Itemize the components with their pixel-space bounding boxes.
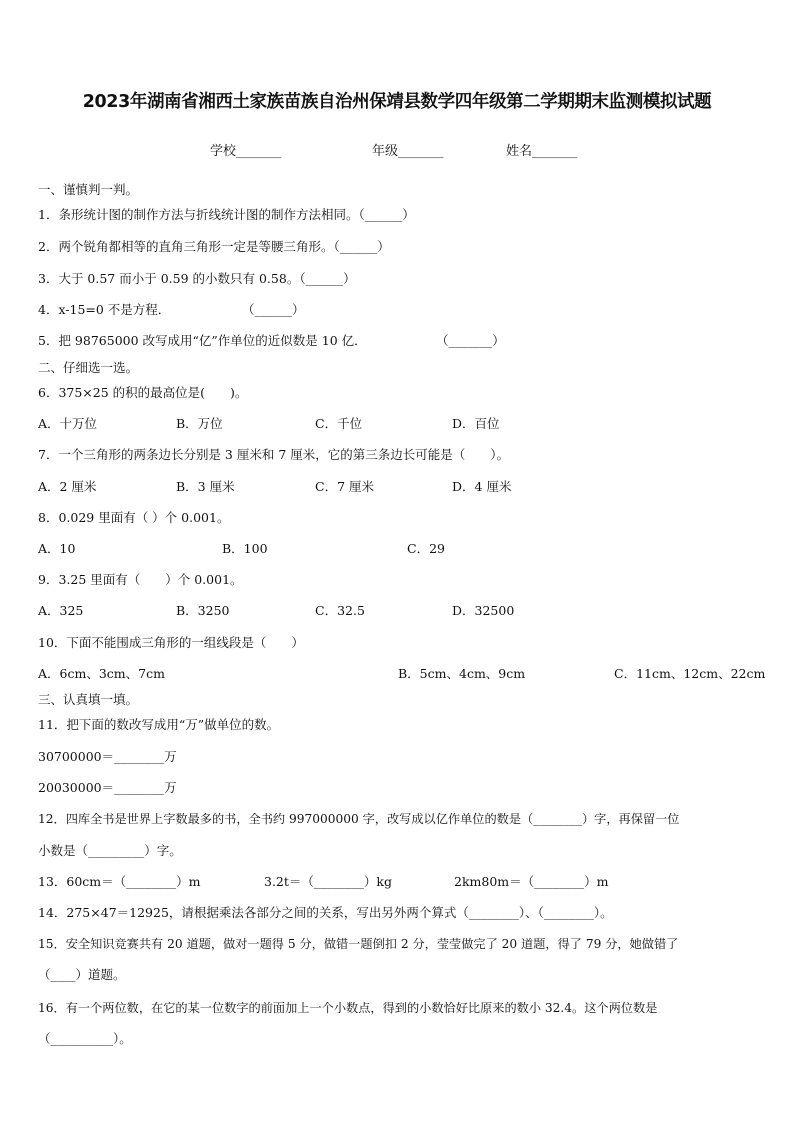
question-10-option-c: C．11cm、12cm、22cm — [614, 666, 766, 681]
question-8-option-c: C．29 — [407, 541, 445, 556]
question-7: 7．一个三角形的两条边长分别是 3 厘米和 7 厘米，它的第三条边长可能是（ ）。 — [38, 447, 510, 462]
question-12-line-1: 12．四库全书是世界上字数最多的书，全书约 997000000 字，改写成以亿作单位的数是（________）字，再保留一位 — [38, 812, 680, 826]
question-5: 5．把 98765000 改写成用“亿”作单位的近似数是 10 亿． — [38, 333, 367, 348]
question-8-option-a: A．10 — [38, 541, 76, 556]
question-2: 2．两个锐角都相等的直角三角形一定是等腰三角形。（______） — [38, 239, 390, 254]
question-9: 9．3.25 里面有（ ）个 0.001。 — [38, 572, 243, 587]
name-field: 姓名_______ — [506, 144, 578, 159]
question-15-line-1: 15．安全知识竞赛共有 20 道题，做对一题得 5 分，做错一题倒扣 2 分，莹莹做完了 20 道题，得了 79 分，她做错了 — [38, 937, 679, 951]
section-heading-2: 二、仔细选一选。 — [38, 360, 139, 375]
question-6-option-b: B．万位 — [176, 416, 223, 431]
question-16-line-1: 16．有一个两位数，在它的某一位数字的前面加上一个小数点，得到的小数恰好比原来的数小 32.4。这个两位数是 — [38, 1001, 658, 1015]
question-6-option-d: D．百位 — [452, 416, 500, 431]
school-field: 学校_______ — [210, 144, 282, 159]
question-7-option-a: A．2 厘米 — [38, 479, 97, 494]
question-10-option-b: B．5cm、4cm、9cm — [398, 666, 526, 681]
question-11-b: 20030000＝________万 — [38, 780, 177, 795]
question-15-line-2: （____）道题。 — [38, 967, 126, 982]
question-4-blank: （______） — [242, 302, 305, 317]
question-3: 3．大于 0.57 而小于 0.59 的小数只有 0.58。（______） — [38, 271, 356, 286]
question-9-option-b: B．3250 — [176, 603, 230, 618]
question-13-c: 2km80m＝（________）m — [454, 874, 609, 889]
section-heading-1: 一、谨慎判一判。 — [38, 182, 139, 197]
question-7-option-d: D．4 厘米 — [452, 479, 512, 494]
question-6-option-c: C．千位 — [315, 416, 363, 431]
question-6-option-a: A．十万位 — [38, 416, 98, 431]
question-9-option-d: D．32500 — [452, 603, 515, 618]
question-12-line-2: 小数是（_________）字。 — [38, 843, 182, 858]
section-heading-3: 三、认真填一填。 — [38, 692, 139, 707]
question-6: 6．375×25 的积的最高位是( )。 — [38, 385, 248, 400]
question-10: 10．下面不能围成三角形的一组线段是（ ） — [38, 635, 304, 650]
question-16-line-2: （__________）。 — [38, 1031, 132, 1046]
question-7-option-b: B．3 厘米 — [176, 479, 235, 494]
page-title: 2023年湖南省湘西土家族苗族自治州保靖县数学四年级第二学期期末监测模拟试题 — [82, 92, 712, 112]
question-13-b: 3.2t＝（________）kg — [264, 874, 392, 889]
question-4: 4．x-15=0 不是方程． — [38, 302, 171, 317]
grade-field: 年级_______ — [372, 144, 444, 159]
question-9-option-c: C．32.5 — [315, 603, 365, 618]
question-8-option-b: B．100 — [222, 541, 268, 556]
question-14: 14．275×47＝12925，请根据乘法各部分之间的关系，写出另外两个算式（________）、（________）。 — [38, 905, 613, 920]
question-8: 8．0.029 里面有（ ）个 0.001。 — [38, 510, 230, 525]
question-1: 1．条形统计图的制作方法与折线统计图的制作方法相同。（______） — [38, 207, 415, 222]
question-11-a: 30700000＝________万 — [38, 749, 177, 764]
question-10-option-a: A．6cm、3cm、7cm — [38, 666, 165, 681]
question-11: 11．把下面的数改写成用“万”做单位的数。 — [38, 717, 280, 732]
question-13-a: 13．60cm＝（________）m — [38, 874, 201, 889]
question-7-option-c: C．7 厘米 — [315, 479, 374, 494]
question-5-blank: （_______） — [436, 333, 505, 348]
question-9-option-a: A．325 — [38, 603, 84, 618]
